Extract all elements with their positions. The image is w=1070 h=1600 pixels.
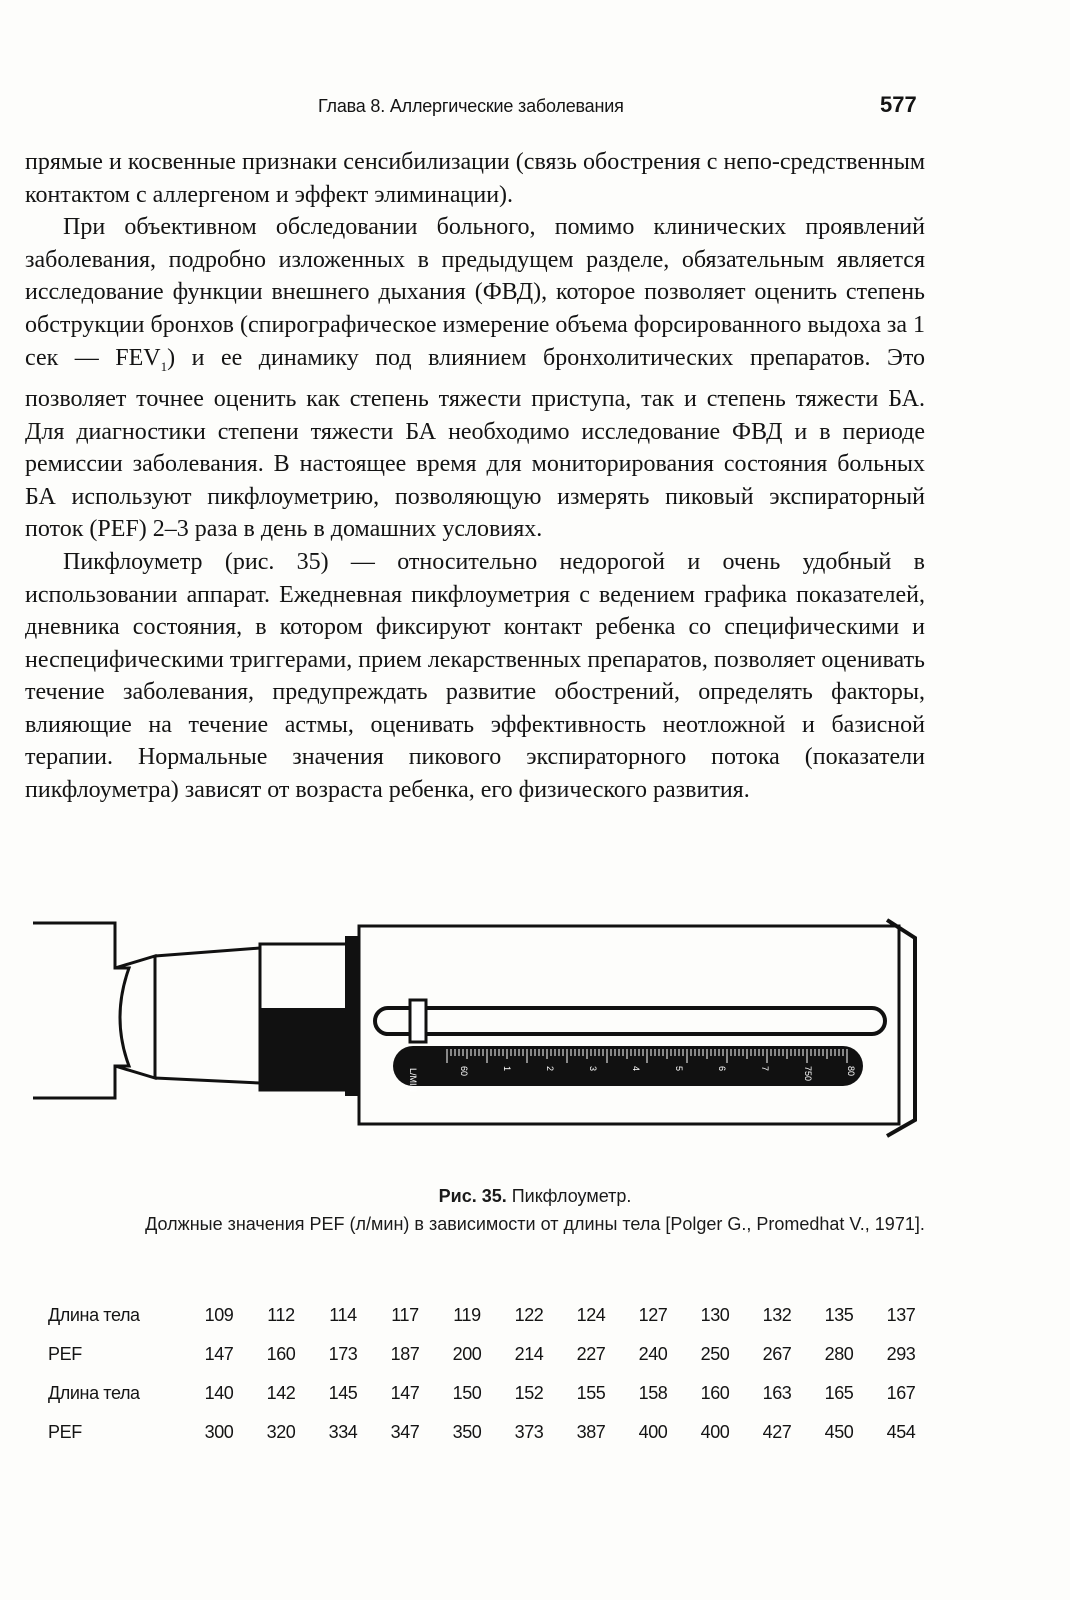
table-cell: 267 — [762, 1344, 792, 1364]
table-cell: 347 — [390, 1422, 420, 1442]
scale-label: 3 — [588, 1066, 598, 1072]
figure-caption — [0, 1186, 1070, 1207]
table-cell: 137 — [886, 1305, 916, 1325]
table-cell: 130 — [700, 1305, 730, 1325]
row-label: Длина тела — [48, 1383, 140, 1403]
table-cell: 145 — [328, 1383, 358, 1403]
scale-label: 5 — [674, 1066, 684, 1072]
figure-caption-title: Пикфлоуметр. — [506, 1186, 632, 1206]
table-cell: 400 — [638, 1422, 668, 1442]
table-cell: 124 — [576, 1305, 606, 1325]
table-cell: 450 — [824, 1422, 854, 1442]
table-cell: 140 — [204, 1383, 234, 1403]
scale-label: 80 — [846, 1066, 856, 1077]
table-cell: 373 — [514, 1422, 544, 1442]
table-cell: 167 — [886, 1383, 916, 1403]
row-label: PEF — [48, 1422, 82, 1442]
page-header — [0, 92, 1070, 122]
pef-table — [40, 1296, 932, 1452]
barrel-bottom-edge — [155, 1078, 260, 1083]
table-row — [40, 1413, 932, 1452]
paragraph-2-rest: ) и ее динамику под влиянием бронхолитических препаратов. Это позволяет точнее оценить как степень тяжести приступа, так и степень тяжести БА. Для диагностики степени тяжести БА необходимо исследование ФВД и в периоде ремиссии заболевания. В настоящее время для мониторирования состояния больных БА используют пикфлоуметрию, позволяющую измерять пиковый экспираторный поток (PEF) 2–3 раза в день в домашних условиях. — [25, 344, 925, 543]
paragraph-1: прямые и косвенные признаки сенсибилизации (связь обострения с непо-средственным контактом с аллергеном и эффект элиминации). — [25, 149, 925, 208]
scale-label: 60 — [459, 1066, 469, 1077]
table-cell: 214 — [514, 1344, 544, 1364]
table-row — [40, 1296, 932, 1335]
table-cell: 165 — [824, 1383, 854, 1403]
table-caption: Должные значения PEF (л/мин) в зависимости от длины тела [Polger G., Promedhat V., 1971]. — [145, 1214, 925, 1234]
table-cell: 160 — [700, 1383, 730, 1403]
peak-flow-meter-illustration — [15, 908, 935, 1148]
table-cell: 173 — [328, 1344, 358, 1364]
table-cell: 400 — [700, 1422, 730, 1442]
paragraph-2-start: При объективном обследовании больного, помимо клинических проявлений заболевания, подробно изложенных в предыдущем разделе, обязательным является исследование функции внешнего дыхания (ФВД), которое позволяет оценить степень обструкции бронхов (спирографическое измерение объема форсированного выдоха за 1 сек — FEV — [25, 214, 925, 371]
table-cell: 334 — [328, 1422, 358, 1442]
table-cell: 135 — [824, 1305, 854, 1325]
table-cell: 227 — [576, 1344, 606, 1364]
scale-label: 6 — [717, 1066, 727, 1072]
body-text — [25, 146, 925, 807]
table-cell: 155 — [576, 1383, 606, 1403]
scale-label: 1 — [502, 1066, 512, 1072]
scale-label: 2 — [545, 1066, 555, 1072]
table-cell: 122 — [514, 1305, 544, 1325]
table-cell: 427 — [762, 1422, 792, 1442]
table-cell: 300 — [204, 1422, 234, 1442]
row-label: PEF — [48, 1344, 82, 1364]
table-cell: 280 — [824, 1344, 854, 1364]
table-cell: 200 — [452, 1344, 482, 1364]
paragraph-3: Пикфлоуметр (рис. 35) — относительно недорогой и очень удобный в использовании аппарат. Ежедневная пикфлоуметрия с ведением графика показателей, дневника состояния, в котором фиксируют контакт ребенка со специфическими и неспецифическими триггерами, прием лекарственных препаратов, позволяет оценивать течение заболевания, предупреждать развитие обострений, определять факторы, влияющие на течение астмы, оценивать эффективность неотложной и базисной терапии. Нормальные значения пикового экспираторного потока (показатели пикфлоуметра) зависят от возраста ребенка, его физического развития. — [25, 548, 925, 804]
table-cell: 240 — [638, 1344, 668, 1364]
scale-label: 7 — [760, 1066, 770, 1072]
table-cell: 119 — [453, 1305, 481, 1325]
mouthpiece-outline — [33, 923, 129, 1098]
table-cell: 147 — [204, 1344, 234, 1364]
table-cell: 150 — [452, 1383, 482, 1403]
figure-caption-label: Рис. 35. — [438, 1186, 507, 1206]
table-cell: 114 — [329, 1305, 357, 1325]
table-cell: 112 — [267, 1305, 295, 1325]
row-label: Длина тела — [48, 1305, 140, 1325]
table-row — [40, 1374, 932, 1413]
peak-flow-meter-figure — [15, 908, 935, 1148]
barrel-top-edge — [155, 948, 260, 956]
table-cell: 127 — [638, 1305, 668, 1325]
table-cell: 250 — [700, 1344, 730, 1364]
table-cell: 132 — [762, 1305, 792, 1325]
table-cell: 152 — [514, 1383, 544, 1403]
indicator-slider — [410, 1000, 426, 1042]
table-cell: 109 — [204, 1305, 234, 1325]
table-cell: 142 — [266, 1383, 296, 1403]
table-cell: 350 — [452, 1422, 482, 1442]
table-cell: 187 — [390, 1344, 420, 1364]
page-number: 577 — [880, 92, 917, 117]
table-row — [40, 1335, 932, 1374]
paragraph-2-subscript: 1 — [160, 358, 168, 374]
table-cell: 117 — [391, 1305, 419, 1325]
collar-ring — [345, 936, 359, 1096]
indicator-slot — [375, 1008, 885, 1034]
end-cap — [887, 920, 915, 1136]
table-cell: 158 — [638, 1383, 668, 1403]
connector-sleeve-dark — [260, 1008, 350, 1090]
table-cell: 454 — [886, 1422, 916, 1442]
scale-label: 750 — [803, 1066, 813, 1082]
table-cell: 147 — [390, 1383, 420, 1403]
table-cell: 163 — [762, 1383, 792, 1403]
main-tube — [359, 926, 899, 1124]
running-title: Глава 8. Аллергические заболевания — [318, 96, 624, 116]
scale-unit-label: L/MIN — [408, 1068, 418, 1093]
table-cell: 293 — [886, 1344, 916, 1364]
table-cell: 387 — [576, 1422, 606, 1442]
scale-label: 4 — [631, 1066, 641, 1072]
table-cell: 320 — [266, 1422, 296, 1442]
paragraph-2 — [25, 211, 925, 546]
table-cell: 160 — [266, 1344, 296, 1364]
